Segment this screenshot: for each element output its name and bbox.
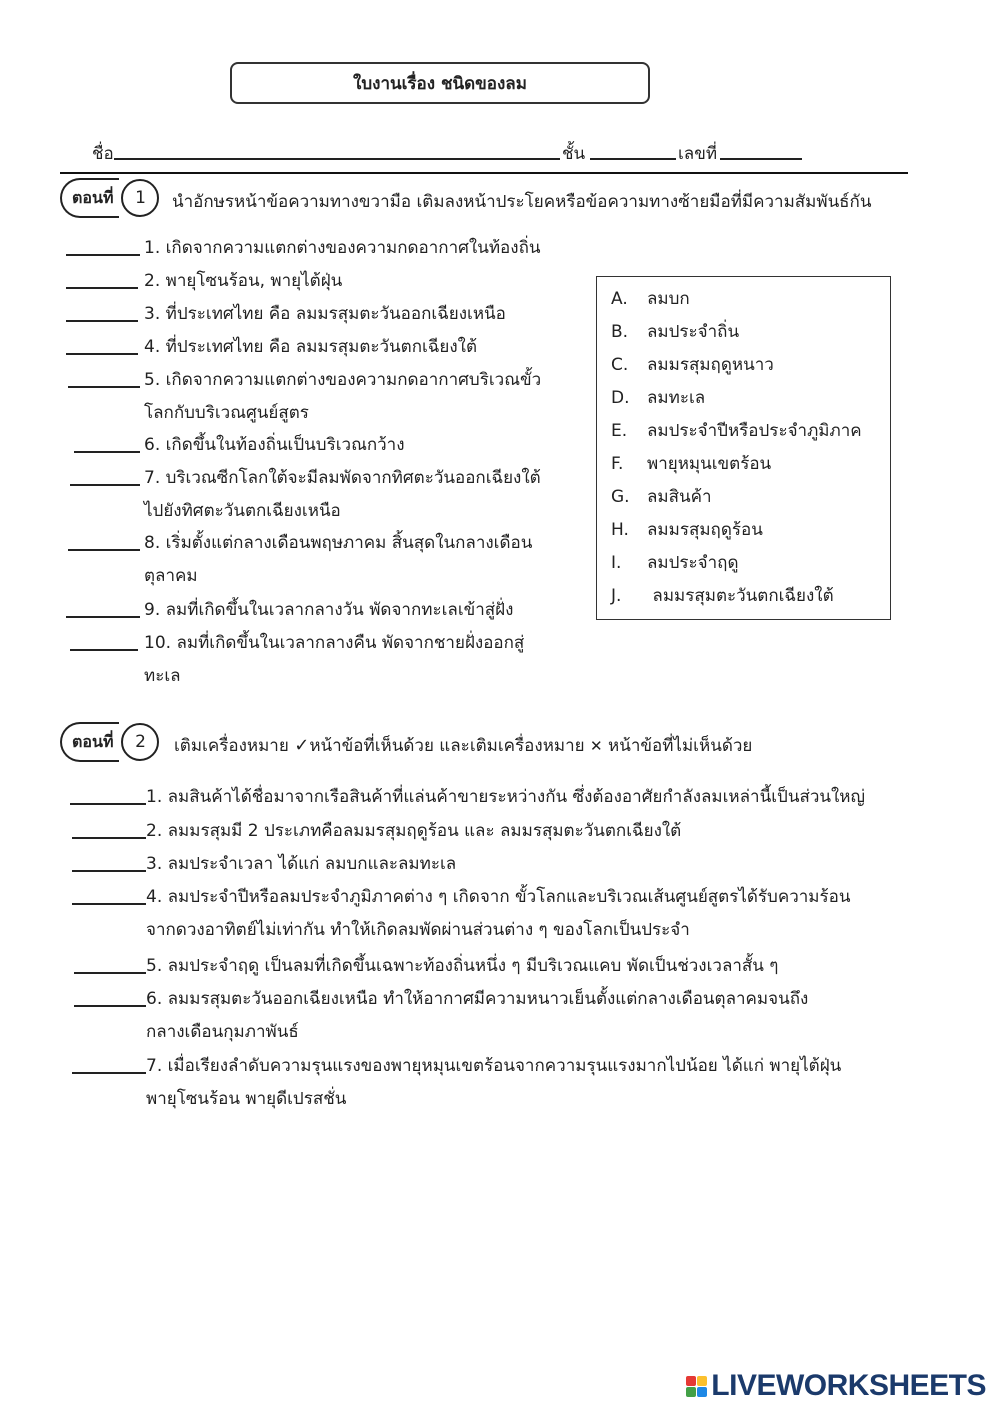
section1-item-text: 2. พายุโซนร้อน, พายุไต้ฝุ่น	[144, 271, 343, 291]
answer-blank[interactable]	[72, 837, 146, 839]
section2-badge-number: 2	[121, 723, 159, 761]
section1-badge	[60, 178, 159, 218]
section1-badge-word: ตอนที่	[60, 178, 119, 218]
section1-item-text: 4. ที่ประเทศไทย คือ ลมมรสุมตะวันตกเฉียงใต้	[144, 337, 478, 357]
answer-blank[interactable]	[72, 1072, 146, 1074]
number-label: เลขที่	[678, 144, 718, 164]
header-divider	[60, 172, 908, 174]
option-item	[611, 285, 690, 312]
answer-blank[interactable]	[74, 972, 146, 974]
answer-blank[interactable]	[66, 320, 138, 322]
section1-item-text-cont: ไปยังทิศตะวันตกเฉียงเหนือ	[144, 501, 341, 521]
option-text: ลมสินค้า	[647, 487, 712, 507]
section1-badge-number: 1	[121, 179, 159, 217]
answer-blank[interactable]	[66, 254, 140, 256]
number-blank[interactable]	[720, 158, 802, 160]
section2-badge-word: ตอนที่	[60, 722, 119, 762]
option-text: ลมประจำฤดู	[647, 553, 739, 573]
option-text: ลมทะเล	[647, 388, 706, 408]
section2-item-text: 5. ลมประจำฤดู เป็นลมที่เกิดขึ้นเฉพาะท้องถิ่นหนึ่ง ๆ มีบริเวณแคบ พัดเป็นช่วงเวลาสั้น ๆ	[146, 956, 779, 976]
answer-blank[interactable]	[72, 903, 146, 905]
option-item	[611, 384, 705, 411]
section1-item-text: 9. ลมที่เกิดขึ้นในเวลากลางวัน พัดจากทะเลเข้าสู่ฝั่ง	[144, 600, 514, 620]
option-letter: F.	[611, 454, 624, 474]
option-letter: G.	[611, 487, 630, 507]
answer-blank[interactable]	[72, 870, 146, 872]
option-item	[611, 318, 739, 345]
option-item	[611, 417, 862, 444]
liveworksheets-logo	[686, 1368, 986, 1404]
answer-blank[interactable]	[66, 353, 138, 355]
option-item	[611, 450, 771, 477]
option-text: ลมมรสุมฤดูร้อน	[647, 520, 763, 540]
option-item	[611, 351, 774, 378]
option-letter: C.	[611, 355, 629, 375]
name-blank[interactable]	[114, 158, 560, 160]
check-mark-icon: ✓	[294, 735, 310, 756]
section2-instruction	[174, 732, 752, 759]
option-letter: H.	[611, 520, 629, 540]
option-letter: B.	[611, 322, 629, 342]
option-letter: D.	[611, 388, 630, 408]
class-label: ชั้น	[562, 144, 586, 164]
answer-blank[interactable]	[74, 1005, 146, 1007]
answer-blank[interactable]	[68, 549, 140, 551]
section1-item-text: 8. เริ่มตั้งแต่กลางเดือนพฤษภาคม สิ้นสุดในกลางเดือน	[144, 533, 533, 553]
section2-item-text: 4. ลมประจำปีหรือลมประจำภูมิภาคต่าง ๆ เกิดจาก ขั้วโลกและบริเวณเส้นศูนย์สูตรได้รับความร้อน	[146, 887, 851, 907]
option-letter: A.	[611, 289, 628, 309]
section2-item-text: 3. ลมประจำเวลา ได้แก่ ลมบกและลมทะเล	[146, 854, 457, 874]
answer-blank[interactable]	[70, 649, 138, 651]
section1-item-text: 5. เกิดจากความแตกต่างของความกดอากาศบริเวณขั้ว	[144, 370, 542, 390]
answer-blank[interactable]	[66, 287, 138, 289]
instruction-part-a: เติมเครื่องหมาย	[174, 736, 289, 756]
option-item	[611, 549, 739, 576]
section2-item-text: 7. เมื่อเรียงลำดับความรุนแรงของพายุหมุนเขตร้อนจากความรุนแรงมากไปน้อย ได้แก่ พายุไต้ฝุ่น	[146, 1056, 842, 1076]
section1-item-text-cont: โลกกับบริเวณศูนย์สูตร	[144, 403, 309, 423]
section1-item-text: 10. ลมที่เกิดขึ้นในเวลากลางคืน พัดจากชายฝั่งออกสู่	[144, 633, 525, 653]
section2-item-text-cont: พายุโซนร้อน พายุดีเปรสชั่น	[146, 1089, 347, 1109]
answer-blank[interactable]	[74, 451, 140, 453]
cross-mark-icon: ✕	[590, 737, 603, 755]
option-letter: J.	[611, 586, 622, 606]
option-item	[611, 483, 712, 510]
section1-item-text: 3. ที่ประเทศไทย คือ ลมมรสุมตะวันออกเฉียงเหนือ	[144, 304, 506, 324]
section2-badge	[60, 722, 159, 762]
option-text: พายุหมุนเขตร้อน	[647, 454, 772, 474]
option-item	[611, 516, 763, 543]
option-text: ลมประจำถิ่น	[647, 322, 740, 342]
section2-item-text: 6. ลมมรสุมตะวันออกเฉียงเหนือ ทำให้อากาศมีความหนาวเย็นตั้งแต่กลางเดือนตุลาคมจนถึง	[146, 989, 809, 1009]
section2-item-text: 2. ลมมรสุมมี 2 ประเภทคือลมมรสุมฤดูร้อน และ ลมมรสุมตะวันตกเฉียงใต้	[146, 821, 682, 841]
options-box	[596, 276, 891, 620]
section2-item-text: 1. ลมสินค้าได้ชื่อมาจากเรือสินค้าที่แล่นค้าขายระหว่างกัน ซึ่งต้องอาศัยกำลังลมเหล่านี้เป็นส่วนใหญ่	[146, 787, 865, 807]
option-letter: I.	[611, 553, 622, 573]
instruction-part-b: หน้าข้อที่เห็นด้วย และเติมเครื่องหมาย	[309, 736, 585, 756]
logo-mark-icon	[686, 1376, 707, 1397]
section1-item-text: 1. เกิดจากความแตกต่างของความกดอากาศในท้องถิ่น	[144, 238, 541, 258]
option-text: ลมประจำปีหรือประจำภูมิภาค	[647, 421, 862, 441]
class-blank[interactable]	[590, 158, 676, 160]
section1-item-text-cont: ตุลาคม	[144, 566, 198, 586]
section1-instruction: นำอักษรหน้าข้อความทางขวามือ เติมลงหน้าประโยคหรือข้อความทางซ้ายมือที่มีความสัมพันธ์กัน	[172, 192, 872, 212]
section1-item-text-cont: ทะเล	[144, 666, 181, 686]
answer-blank[interactable]	[70, 803, 146, 805]
option-text: ลมมรสุมตะวันตกเฉียงใต้	[647, 586, 834, 606]
option-letter: E.	[611, 421, 628, 441]
answer-blank[interactable]	[70, 484, 140, 486]
option-text: ลมมรสุมฤดูหนาว	[647, 355, 774, 375]
worksheet-title: ใบงานเรื่อง ชนิดของลม	[230, 62, 650, 104]
option-text: ลมบก	[647, 289, 690, 309]
section1-item-text: 6. เกิดขึ้นในท้องถิ่นเป็นบริเวณกว้าง	[144, 435, 405, 455]
option-item	[611, 582, 834, 609]
logo-text: LIVEWORKSHEETS	[711, 1369, 986, 1402]
name-label: ชื่อ	[92, 144, 114, 164]
section1-item-text: 7. บริเวณซีกโลกใต้จะมีลมพัดจากทิศตะวันออกเฉียงใต้	[144, 468, 541, 488]
instruction-part-c: หน้าข้อที่ไม่เห็นด้วย	[608, 736, 753, 756]
answer-blank[interactable]	[68, 386, 140, 388]
section2-item-text-cont: จากดวงอาทิตย์ไม่เท่ากัน ทำให้เกิดลมพัดผ่านส่วนต่าง ๆ ของโลกเป็นประจำ	[146, 920, 690, 940]
section2-item-text-cont: กลางเดือนกุมภาพันธ์	[146, 1022, 299, 1042]
answer-blank[interactable]	[66, 616, 140, 618]
